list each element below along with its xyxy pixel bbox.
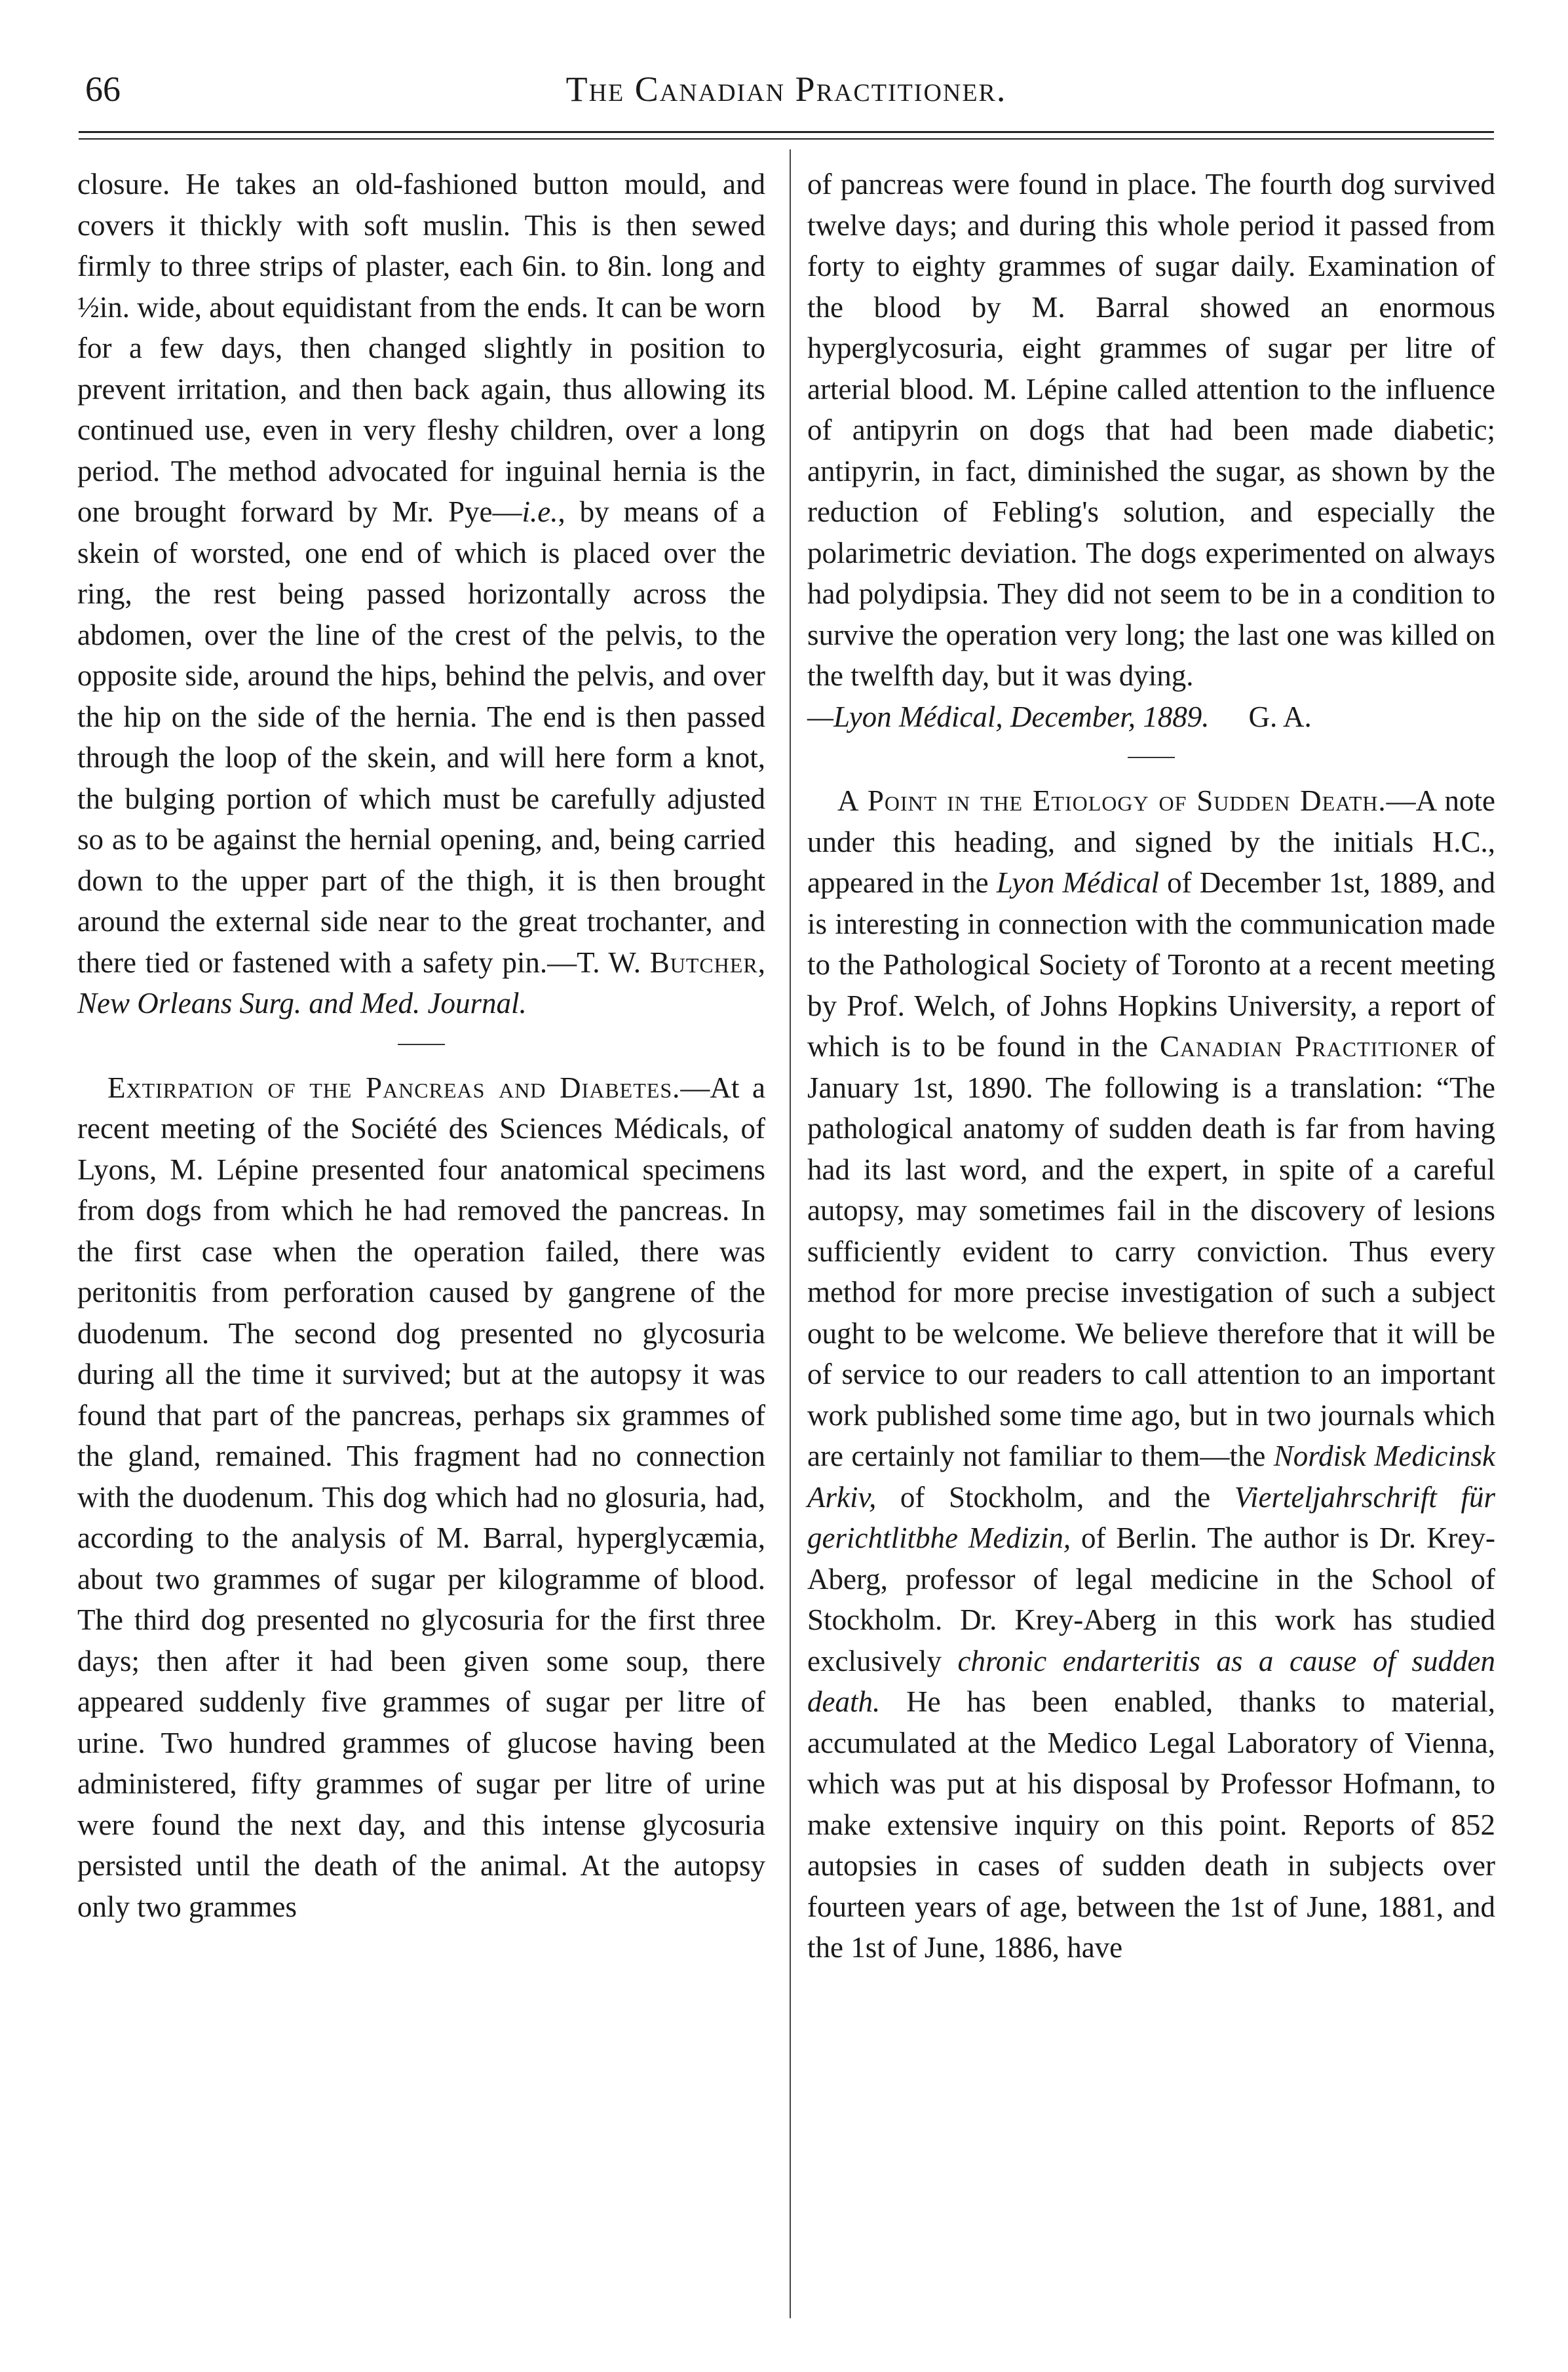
- right-column: [807, 164, 1495, 1968]
- journal-title: The Canadian Practitioner.: [565, 69, 1007, 109]
- section-separator: [1128, 757, 1175, 758]
- source-citation: —Lyon Médical, December, 1889.: [807, 700, 1210, 733]
- author-name: Butcher: [649, 946, 758, 979]
- running-head: [79, 63, 1494, 122]
- article-pancreas-continued: of pancreas were found in place. The fourth dog survived twelve days; and during this whole period it passed from forty to eighty grammes of sugar daily. Examination of the blood by M. Barral showed an enormous hyperglycosuria, eight grammes of sugar per litre of arterial blood. M. Lépine called attention to the influence of antipyrin on dogs that had been made diabetic; antipyrin, in fact, diminished the sugar, as shown by the reduction of Febling's solution, and especially the polarimetric deviation. The dogs experimented on always had polydipsia. They did not seem to be in a condition to survive the operation very long; the last one was killed on the twelfth day, but it was dying. —Lyon Médical, December, 1889. G. A.: [807, 168, 1495, 733]
- left-column: [77, 164, 765, 1927]
- article-sudden-death: A Point in the Etiology of Sudden Death.—A note under this heading, and signed by the initials H.C., appeared in the Lyon Médical of December 1st, 1889, and is interesting in connection with the communication made to the Pathological Society of Toronto at a recent meeting by Prof. Welch, of Johns Hopkins University, a report of which is to be found in the Canadian Practitioner of January 1st, 1890. The following is a translation: “The pathological anatomy of sudden death is far from having had its last word, and the expert, in spite of a careful autopsy, may sometimes fail in the discovery of lesions sufficiently evident to carry conviction. Thus every method for more precise investigation of such a subject ought to be welcome. We believe therefore that it will be of service to our readers to call attention to an important work published some time ago, but in two journals which are certainly not familiar to them—the Nordisk Medicinsk Arkiv, of Stockholm, and the Vierteljahrschrift für gerichtlitbhe Medizin, of Berlin. The author is Dr. Krey-Aberg, professor of legal medicine in the School of Stockholm. Dr. Krey-Aberg in this work has studied exclusively chronic endarteritis as a cause of sudden death. He has been enabled, thanks to material, accumulated at the Medico Legal Laboratory of Vienna, which was put at his disposal by Professor Hofmann, to make extensive inquiry on this point. Reports of 852 autopsies in cases of sudden death in subjects over fourteen years of age, between the 1st of June, 1881, and the 1st of June, 1886, have: [807, 784, 1496, 1964]
- article-hernia-text: closure. He takes an old-fashioned button mould, and covers it thickly with soft muslin. This is then sewed firmly to three strips of plaster, each 6in. to 8in. long and ½in. wide, about equidistant from the ends. It can be worn for a few days, then changed slightly in position to prevent irritation, and then back again, thus allowing its continued use, even in very fleshy children, over a long period. The method advocated for inguinal hernia is the one brought forward by Mr. Pye—i.e., by means of a skein of worsted, one end of which is placed over the ring, the rest being passed horizontally across the abdomen, over the line of the crest of the pelvis, to the opposite side, around the hips, behind the pelvis, and over the hip on the side of the hernia. The end is then passed through the loop of the skein, and will here form a knot, the bulging portion of which must be carefully adjusted so as to be against the hernial opening, and, being carried down to the upper part of the thigh, it is then brought around the external side near to the great trochanter, and there tied or fastened with a safety pin.—T. W. Butcher, New Orleans Surg. and Med. Journal.: [77, 168, 765, 1020]
- source-citation: New Orleans Surg. and Med. Journal.: [77, 987, 527, 1020]
- header-rule-top: [79, 131, 1494, 133]
- article-heading: Extirpation of the Pancreas and Diabetes.: [107, 1071, 681, 1104]
- header-rule-bottom: [79, 138, 1494, 140]
- article-pancreas: Extirpation of the Pancreas and Diabetes.—At a recent meeting of the Société des Sciences Médicals, of Lyons, M. Lépine presented four anatomical specimens from dogs from which he had removed the pancreas. In the first case when the operation failed, there was peritonitis from perforation caused by gangrene of the duodenum. The second dog presented no glycosuria during all the time it survived; but at the autopsy it was found that part of the pancreas, perhaps six grammes of the gland, remained. This fragment had no connection with the duodenum. This dog which had no glosuria, had, according to the analysis of M. Barral, hyperglycæmia, about two grammes of sugar per kilogramme of blood. The third dog presented no glycosuria for the first three days; then after it had been given some soup, there appeared suddenly five grammes of sugar per litre of urine. Two hundred grammes of glucose having been administered, fifty grammes of sugar per litre of urine were found the next day, and this intense glycosuria persisted until the death of the animal. At the autopsy only two grammes: [77, 1071, 765, 1923]
- page-number: 66: [85, 69, 121, 109]
- column-divider: [790, 149, 791, 2318]
- section-separator: [398, 1044, 445, 1045]
- signature: G. A.: [1248, 700, 1312, 733]
- article-heading: A Point in the Etiology of Sudden Death.: [837, 784, 1386, 817]
